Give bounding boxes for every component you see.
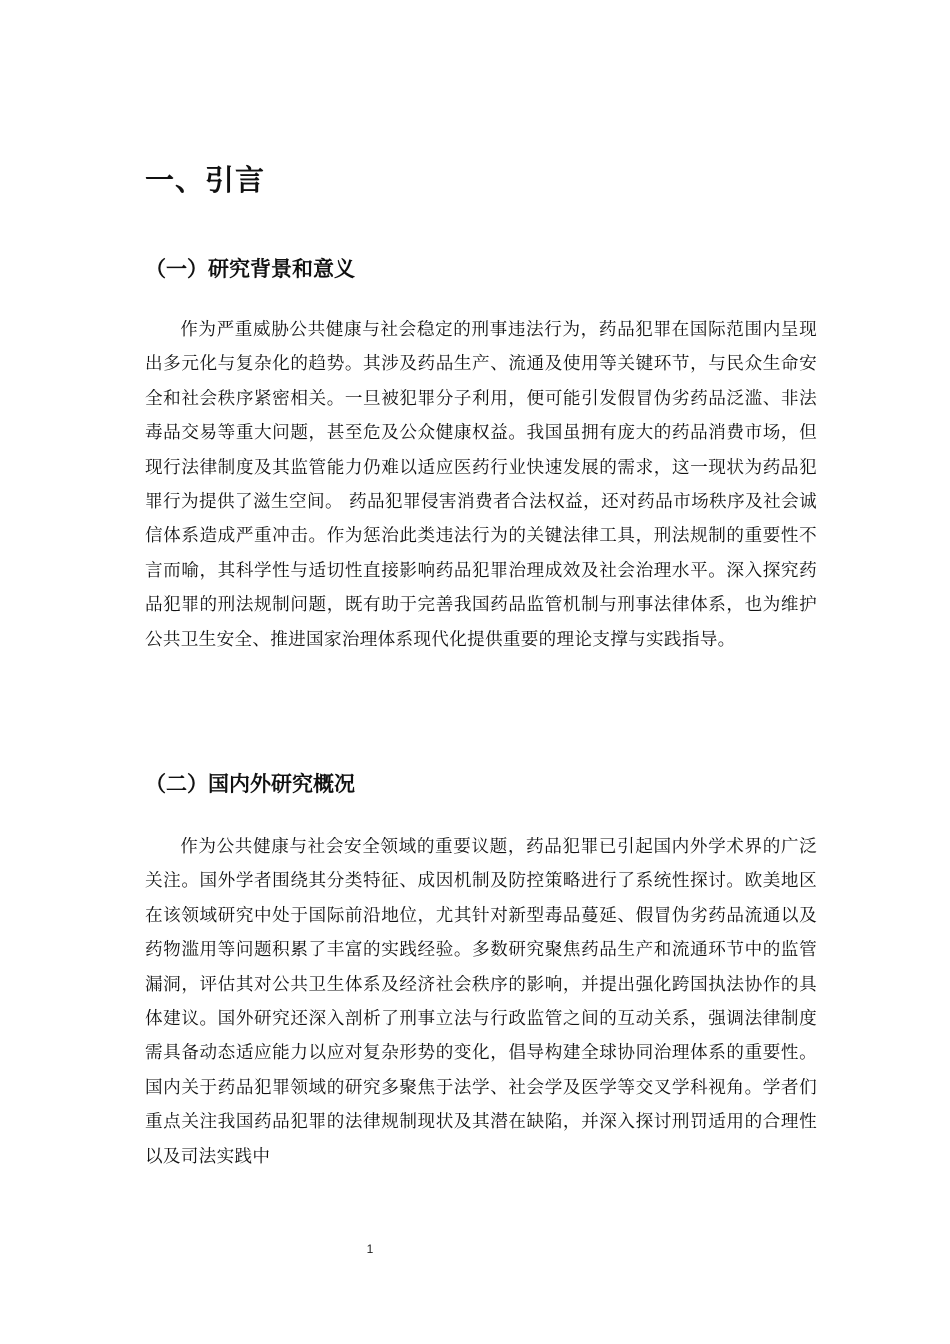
section-title-research-overview: （二）国内外研究概况 [145, 772, 355, 796]
chapter-heading: 一、引言 [145, 163, 266, 197]
section-title-background: （一）研究背景和意义 [145, 257, 355, 281]
paragraph-research-overview: 作为公共健康与社会安全领域的重要议题，药品犯罪已引起国内外学术界的广泛关注。国外学者围绕其分类特征、成因机制及防控策略进行了系统性探讨。欧美地区在该领域研究中处于国际前沿地位，尤其针对新型毒品蔓延、假冒伪劣药品流通以及药物滥用等问题积累了丰富的实践经验。多数研究聚焦药品生产和流通环节中的监管漏洞，评估其对公共卫生体系及经济社会秩序的影响，并提出强化跨国执法协作的具体建议。国外研究还深入剖析了刑事立法与行政监管之间的互动关系，强调法律制度需具备动态适应能力以应对复杂形势的变化，倡导构建全球协同治理体系的重要性。国内关于药品犯罪领域的研究多聚焦于法学、社会学及医学等交叉学科视角。学者们重点关注我国药品犯罪的法律规制现状及其潜在缺陷，并深入探讨刑罚适用的合理性以及司法实践中 [145, 837, 817, 1167]
page-number: 1 [366, 1242, 374, 1256]
paragraph-background: 作为严重威胁公共健康与社会稳定的刑事违法行为，药品犯罪在国际范围内呈现出多元化与复杂化的趋势。其涉及药品生产、流通及使用等关键环节，与民众生命安全和社会秩序紧密相关。一旦被犯罪分子利用，便可能引发假冒伪劣药品泛滥、非法毒品交易等重大问题，甚至危及公众健康权益。我国虽拥有庞大的药品消费市场，但现行法律制度及其监管能力仍难以适应医药行业快速发展的需求，这一现状为药品犯罪行为提供了滋生空间。 药品犯罪侵害消费者合法权益，还对药品市场秩序及社会诚信体系造成严重冲击。作为惩治此类违法行为的关键法律工具，刑法规制的重要性不言而喻，其科学性与适切性直接影响药品犯罪治理成效及社会治理水平。深入探究药品犯罪的刑法规制问题，既有助于完善我国药品监管机制与刑事法律体系，也为维护公共卫生安全、推进国家治理体系现代化提供重要的理论支撑与实践指导。 [145, 320, 817, 650]
